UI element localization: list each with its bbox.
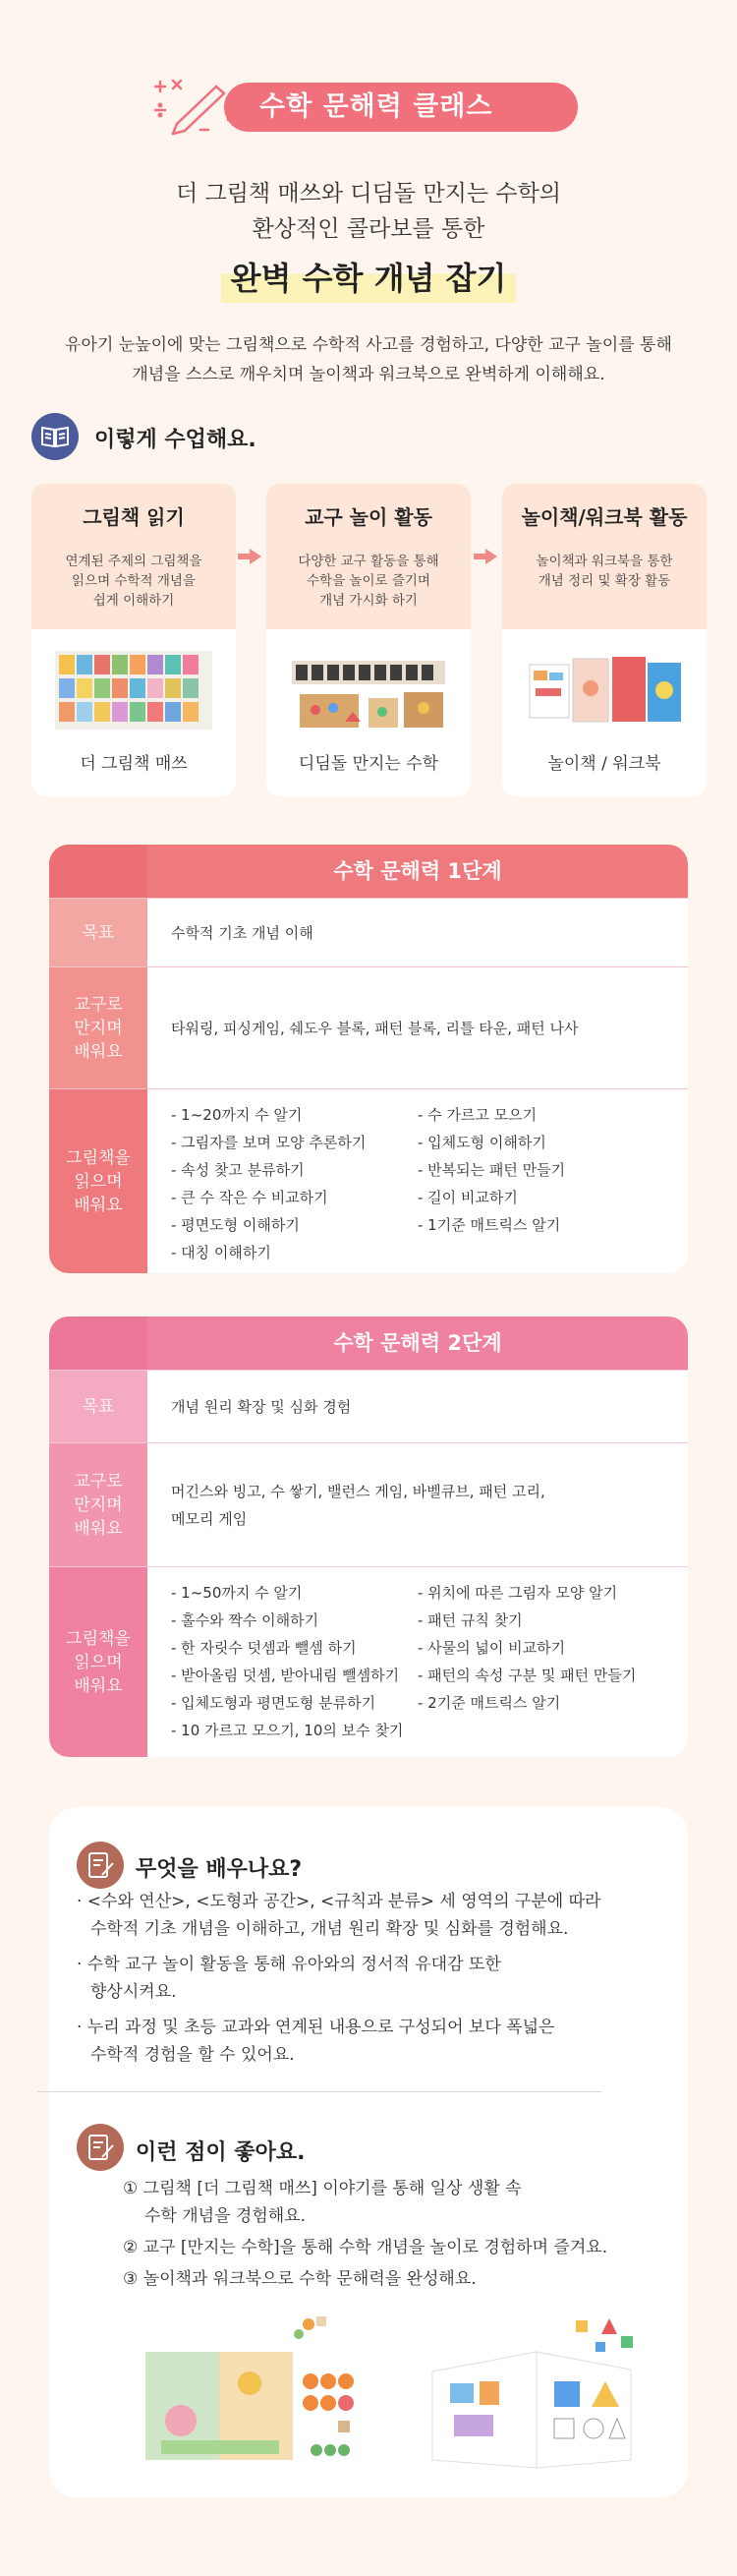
step-desc-line: 개념 가시화 하기 bbox=[319, 593, 418, 609]
level-1-tools-row bbox=[49, 966, 688, 1088]
level-1-title: 수학 문해력 1단계 bbox=[333, 859, 502, 883]
step-card-playbook-workbook bbox=[502, 484, 707, 796]
step-desc-line: 읽으며 수학적 개념을 bbox=[72, 573, 196, 589]
step-title: 교구 놀이 활동 bbox=[305, 505, 432, 529]
edit-note-icon bbox=[77, 2124, 124, 2171]
level-2-tools-row bbox=[49, 1442, 688, 1566]
class-badge-area bbox=[0, 77, 737, 136]
section-divider bbox=[37, 2091, 601, 2092]
step-card-tool-play bbox=[266, 484, 471, 796]
step-desc-line: 쉽게 이해하기 bbox=[92, 593, 175, 609]
level-2-table bbox=[49, 1317, 688, 1757]
row-label: 목표 bbox=[49, 1371, 147, 1442]
step-caption: 더 그림책 매쓰 bbox=[80, 754, 188, 774]
step-caption: 놀이책 / 워크북 bbox=[547, 754, 661, 774]
howto-title: 이렇게 수업해요. bbox=[94, 428, 256, 452]
edit-note-icon bbox=[77, 1842, 124, 1889]
level-2-books-left: - 1~50까지 수 알기 - 홀수와 짝수 이해하기 - 한 자릿수 덧셈과 뺄셈 하기 - 받아올림 덧셈, 받아내림 뺄셈하기 - 입체도형과 평면도형 분류하기 - 10 가르고 모으기, 10의 보수 찾기 bbox=[171, 1584, 404, 1739]
playbook-workbook-image bbox=[522, 643, 687, 737]
step-card-picture-book bbox=[31, 484, 236, 796]
learn-bullet: · <수와 연산>, <도형과 공간>, <규칙과 분류> 세 영역의 구분에 따라 수학적 기초 개념을 이해하고, 개념 원리 확장 및 심화를 경험해요. bbox=[77, 1892, 601, 1939]
step-caption: 디딤돌 만지는 수학 bbox=[298, 754, 439, 774]
intro-line-2: 환상적인 콜라보를 통한 bbox=[252, 216, 485, 242]
learn-bullet: · 수학 교구 놀이 활동을 통해 유아와의 정서적 유대감 또한 향상시켜요. bbox=[77, 1955, 501, 2002]
row-label: 교구로 만지며 배워요 bbox=[49, 967, 147, 1088]
picture-book-spread-image bbox=[142, 2313, 358, 2476]
open-book-icon bbox=[31, 413, 79, 460]
good-item: ① 그림책 [더 그림책 매쓰] 이야기를 통해 일상 생활 속 수학 개념을 경험해요. bbox=[123, 2179, 522, 2226]
workbook-activity-image bbox=[428, 2313, 641, 2476]
step-desc-line: 개념 정리 및 확장 활동 bbox=[538, 573, 671, 589]
step-desc-line: 수학을 놀이로 즐기며 bbox=[307, 573, 430, 589]
step-title: 놀이책/워크북 활동 bbox=[521, 505, 688, 529]
level-1-books-row bbox=[49, 1088, 688, 1273]
picture-book-collection-image bbox=[51, 643, 216, 737]
learn-bullet: · 누리 과정 및 초등 교과와 연계된 내용으로 구성되어 보다 폭넓은 수학적 경험을 할 수 있어요. bbox=[77, 2018, 555, 2065]
level-2-goal: 개념 원리 확장 및 심화 경험 bbox=[171, 1398, 352, 1416]
class-title-badge: 수학 문해력 클래스 bbox=[224, 83, 578, 132]
good-item: ② 교구 [만지는 수학]을 통해 수학 개념을 놀이로 경험하며 즐겨요. bbox=[123, 2238, 608, 2257]
arrow-right-icon bbox=[485, 549, 497, 564]
step-desc-line: 연계된 주제의 그림책을 bbox=[65, 554, 202, 569]
level-2-books-row bbox=[49, 1566, 688, 1757]
level-2-title: 수학 문해력 2단계 bbox=[333, 1331, 502, 1355]
row-label: 그림책을 읽으며 배워요 bbox=[49, 1567, 147, 1757]
arrow-right-icon bbox=[250, 549, 261, 564]
level-1-goal: 수학적 기초 개념 이해 bbox=[171, 924, 313, 942]
level-1-books-right: - 수 가르고 모으기 - 입체도형 이해하기 - 반복되는 패턴 만들기 - 길이 비교하기 - 1기준 매트릭스 알기 bbox=[418, 1106, 566, 1234]
step-desc-line: 놀이책과 워크북을 통한 bbox=[536, 554, 673, 569]
row-label: 교구로 만지며 배워요 bbox=[49, 1443, 147, 1566]
learn-title: 무엇을 배우나요? bbox=[136, 1857, 303, 1882]
description-line-1: 유아기 눈높이에 맞는 그림책으로 수학적 사고를 경험하고, 다양한 교구 놀이를 통해 bbox=[65, 335, 672, 355]
row-label: 목표 bbox=[49, 899, 147, 966]
good-title: 이런 점이 좋아요. bbox=[136, 2140, 306, 2165]
good-item: ③ 놀이책과 워크북으로 수학 문해력을 완성해요. bbox=[123, 2269, 477, 2289]
math-tools-image bbox=[286, 643, 451, 737]
description-line-2: 개념을 스스로 깨우치며 놀이책과 워크북으로 완벽하게 이해해요. bbox=[132, 365, 605, 384]
level-2-tools: 머긴스와 빙고, 수 쌓기, 밸런스 게임, 바벨큐브, 패턴 고리, 메모리 게임 bbox=[171, 1482, 545, 1528]
intro-line-1: 더 그림책 매쓰와 디딤돌 만지는 수학의 bbox=[175, 181, 562, 206]
step-title: 그림책 읽기 bbox=[83, 505, 185, 529]
level-2-goal-row bbox=[49, 1370, 688, 1442]
level-1-books-left: - 1~20까지 수 알기 - 그림자를 보며 모양 추론하기 - 속성 찾고 분류하기 - 큰 수 작은 수 비교하기 - 평면도형 이해하기 - 대칭 이해하기 bbox=[171, 1106, 367, 1261]
level-1-goal-row bbox=[49, 898, 688, 966]
main-headline: 완벽 수학 개념 잡기 bbox=[221, 250, 517, 303]
level-1-tools: 타워링, 피싱게임, 쉐도우 블록, 패턴 블록, 리틀 타운, 패턴 나사 bbox=[171, 1020, 579, 1037]
level-2-books-right: - 위치에 따른 그림자 모양 알기 - 패턴 규칙 찾기 - 사물의 넓이 비교하기 - 패턴의 속성 구분 및 패턴 만들기 - 2기준 매트릭스 알기 bbox=[418, 1584, 637, 1712]
row-label: 그림책을 읽으며 배워요 bbox=[49, 1089, 147, 1273]
level-1-table bbox=[49, 845, 688, 1273]
step-desc-line: 다양한 교구 활동을 통해 bbox=[298, 554, 439, 569]
